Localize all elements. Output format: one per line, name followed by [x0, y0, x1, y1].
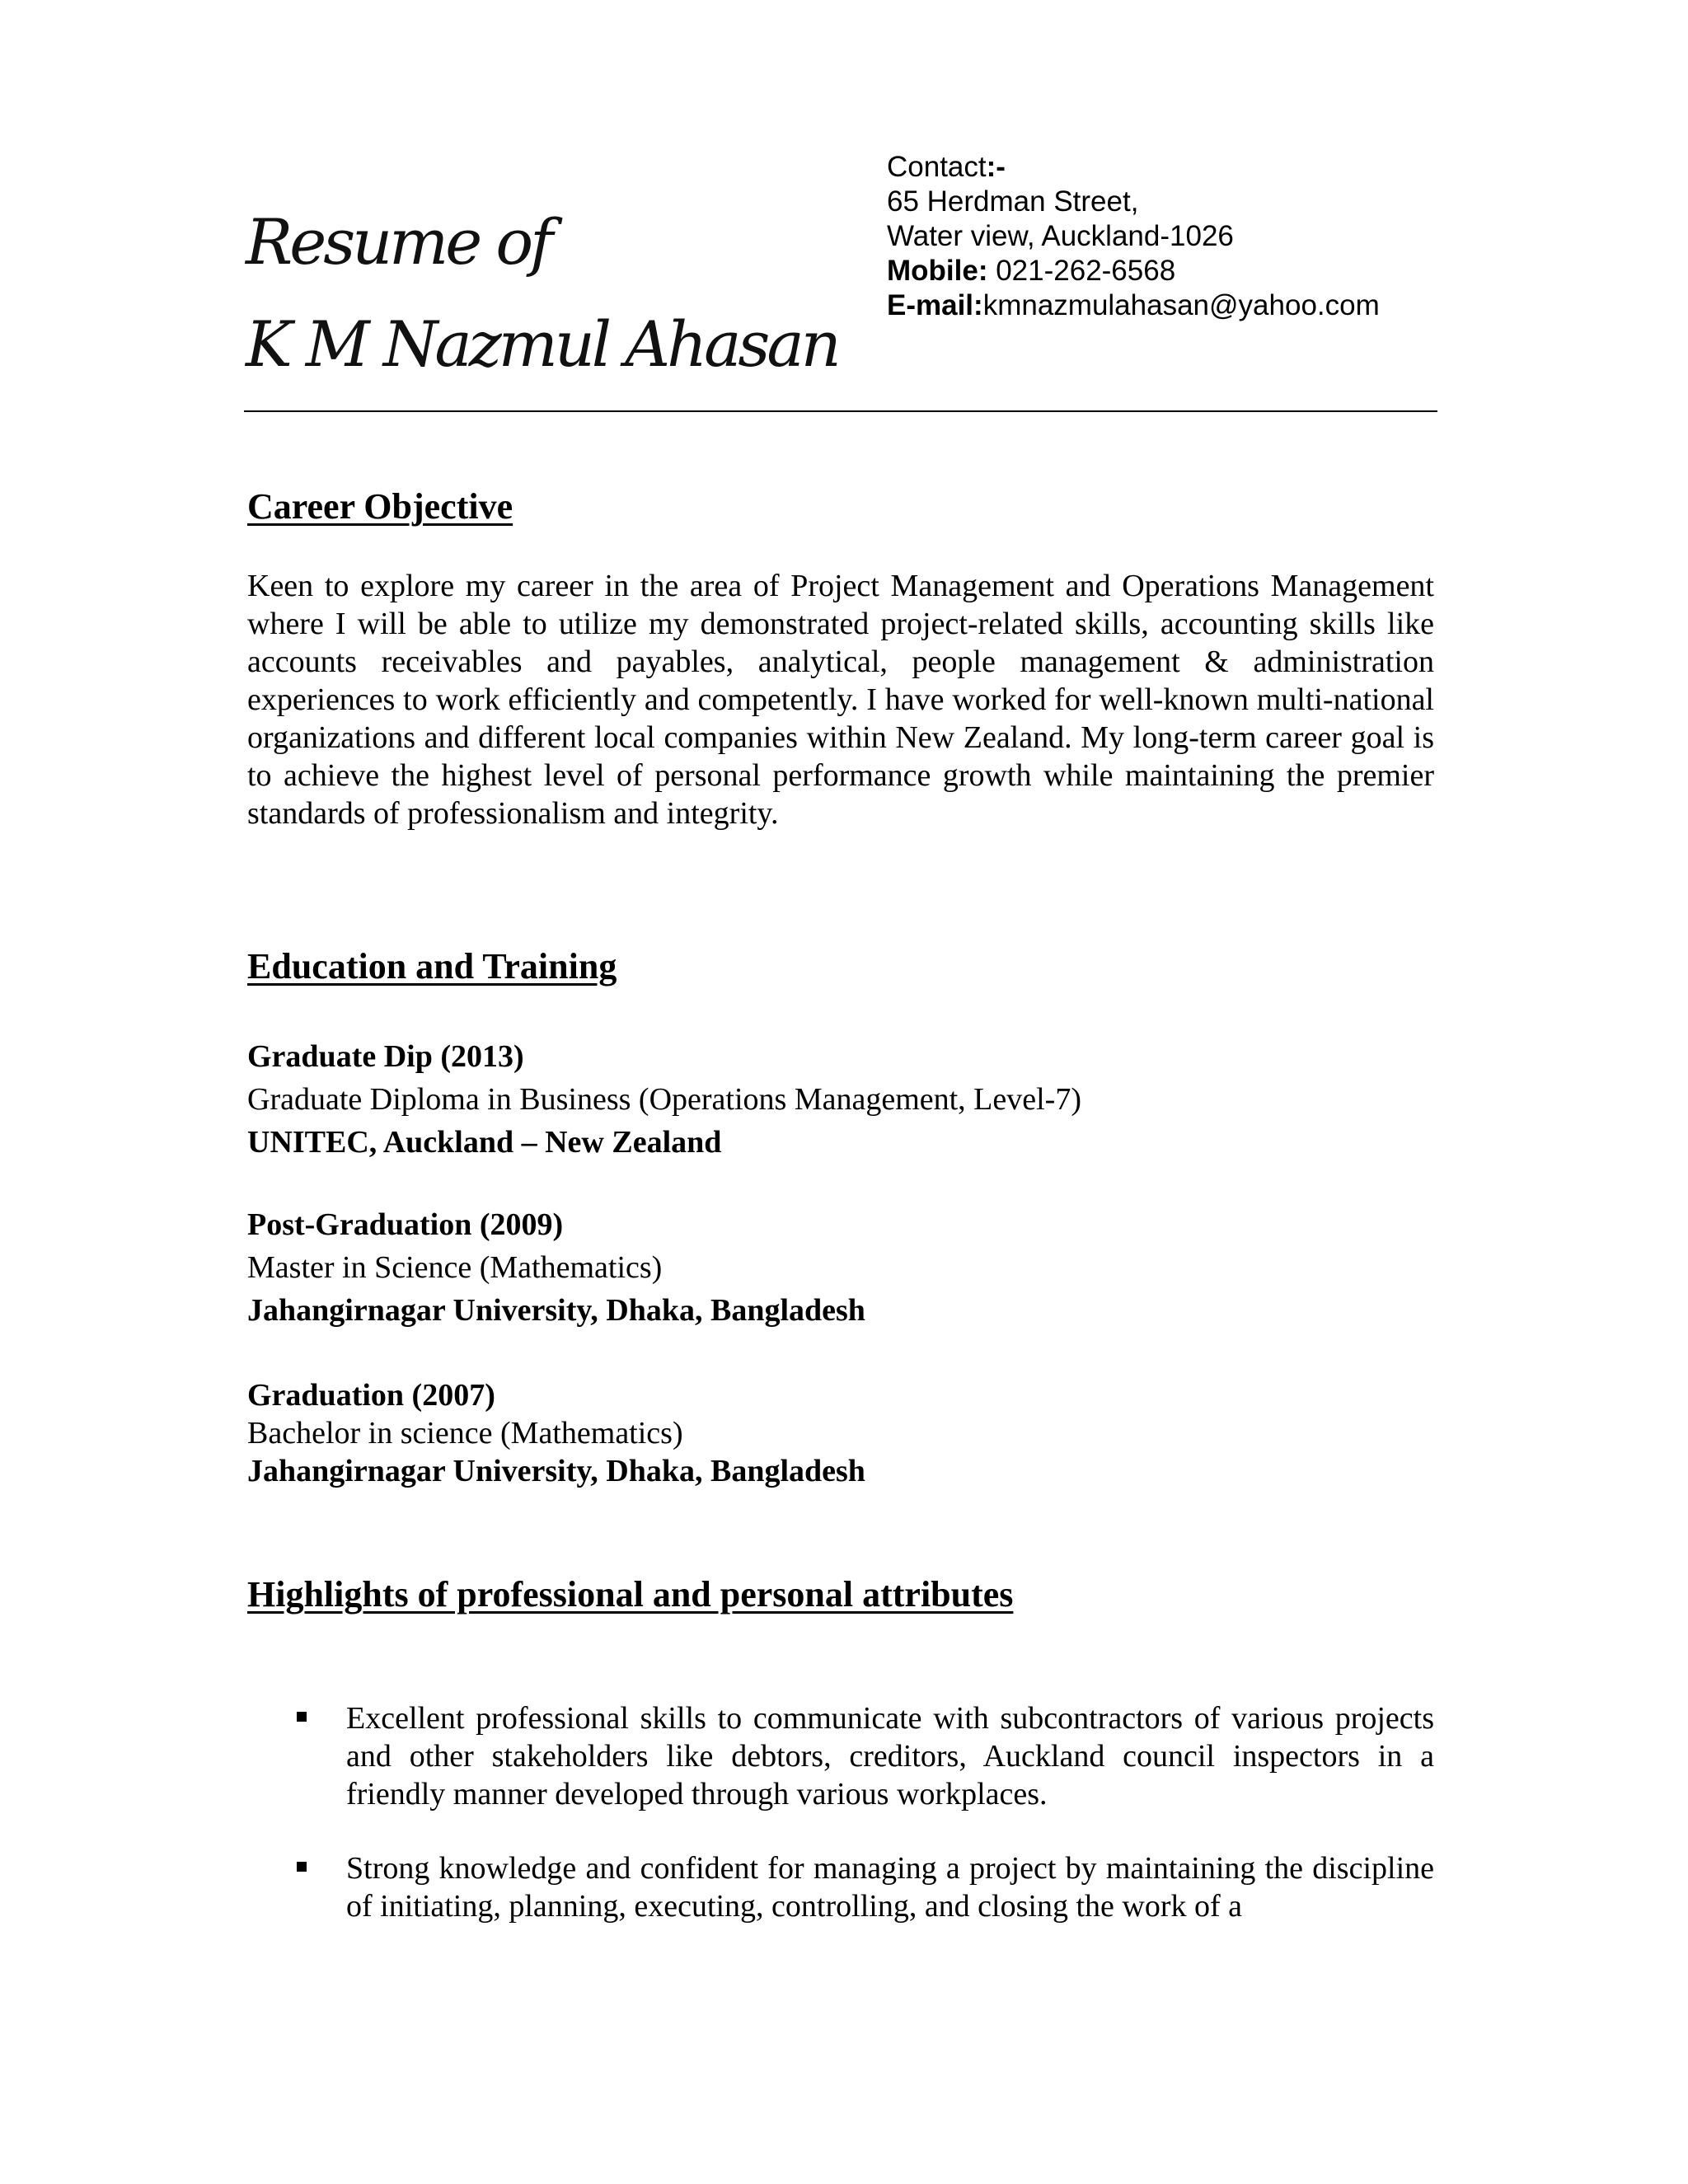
list-item [247, 1699, 1434, 1813]
title-line-name: K M Nazmul Ahasan [246, 307, 838, 381]
education-heading: Education and Training [247, 946, 617, 987]
address-line-1: 65 Herdman Street, [887, 185, 1139, 218]
career-objective-heading: Career Objective [247, 486, 513, 527]
email-label: E-mail: [887, 289, 983, 321]
education-item-post-graduation [247, 1203, 1401, 1332]
education-item-institution: Jahangirnagar University, Dhaka, Bangladesh [247, 1293, 865, 1328]
list-item-text: Strong knowledge and confident for managing a project by maintaining the discipline of initiating, planning, executing, controlling, and closing the work of a [346, 1851, 1434, 1924]
education-item-graduation [247, 1376, 1401, 1490]
contact-block [887, 150, 1464, 323]
title-line-1: Resume of [246, 205, 551, 279]
contact-label-line [887, 150, 1464, 185]
mobile-label: Mobile: [887, 255, 988, 287]
education-item-institution: UNITEC, Auckland – New Zealand [247, 1125, 722, 1160]
square-bullet-icon [297, 1862, 307, 1872]
list-item-text: Excellent professional skills to communicate with subcontractors of various projects and other stakeholders like debtors, creditors, Auckland council inspectors in a friendly manner developed through various workplaces. [346, 1701, 1434, 1811]
education-item-institution: Jahangirnagar University, Dhaka, Bangladesh [247, 1454, 865, 1488]
education-item-title: Graduation (2007) [247, 1378, 495, 1413]
header-divider [244, 410, 1437, 412]
education-item-detail: Master in Science (Mathematics) [247, 1250, 663, 1285]
education-item-detail: Graduate Diploma in Business (Operations Management, Level-7) [247, 1082, 1081, 1117]
education-item-detail: Bachelor in science (Mathematics) [247, 1416, 683, 1451]
contact-label-suffix: :- [986, 151, 1006, 183]
mobile-value: 021-262-6568 [987, 255, 1176, 287]
resume-title [246, 191, 839, 396]
education-item-title: Post-Graduation (2009) [247, 1207, 564, 1242]
highlights-list [247, 1699, 1434, 1961]
email-line [887, 288, 1464, 323]
mobile-line [887, 254, 1464, 288]
highlights-heading: Highlights of professional and personal attributes [247, 1574, 1014, 1615]
address-line-2: Water view, Auckland-1026 [887, 220, 1234, 252]
email-value: kmnazmulahasan@yahoo.com [982, 289, 1380, 321]
list-item [247, 1849, 1434, 1925]
contact-label: Contact [887, 151, 987, 183]
career-objective-text: Keen to explore my career in the area of Project Management and Operations Management where I will be able to utilize my demonstrated project-related skills, accounting skills like accounts receivables and payables, analytical, people management & administration experiences to work efficiently and competently. I have worked for well-known multi-national organizations and different local companies within New Zealand. My long-term career goal is to achieve the highest level of personal performance growth while maintaining the premier standards of professionalism and integrity. [247, 569, 1434, 831]
education-item-title: Graduate Dip (2013) [247, 1039, 524, 1074]
square-bullet-icon [297, 1712, 307, 1722]
education-item-graduate-dip [247, 1035, 1401, 1164]
